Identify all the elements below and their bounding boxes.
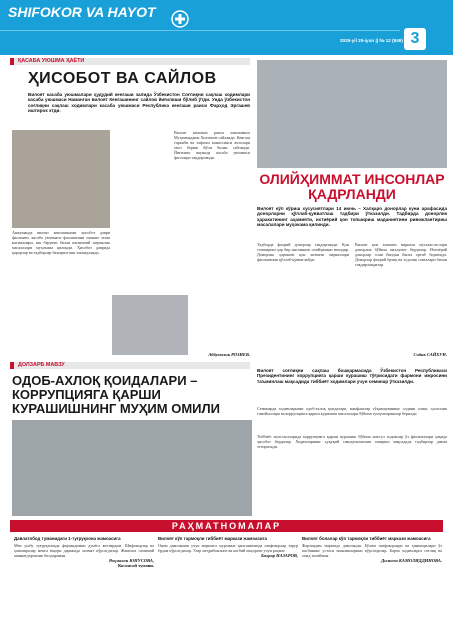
article-text: Семинарда ходимларнинг одоб-ахлоқ қоидалари, манфаатлар тўқнашувининг олдини олиш, ҳалоллик тамойиллари ва коррупцияга қарши курашиш масалалари бўйича тушунтиришлар берилди. [257,406,447,416]
lead-paragraph: Вилоят касаба уюшмалари ҳудудий кенгаши залида Ўзбекистон Соғлиқни сақлаш ходимлари касаба уюшмаси Наманган вилоят Кенгашининг сайлов йиғилиши бўлиб ўтди. Унда ўзбекистон соғлиқни сақлаш ходимлари касаба уюшмаси Республика кенгаши раиси Фарҳод Эргашев иштирок этди. [28,92,250,114]
article-text: Вилоят қон хизмати маркази мутахассислари донорлик бўйича маълумот бердилар. Ихтиёрий донорлар сони йилдан йилга ортиб бормоқда. Донорлар фахрий ёрлиқ ва эсдалик совғалари билан тақдирландилар. [355,242,447,267]
letter-text: Онам даволаниш учун марказга мурожаат қилганимизда шифокорлар зарур ёрдам кўрсатдилар. Улар меҳрибонлиги ва касбий маҳорати учун раҳмат. [158,543,298,553]
letter [158,536,298,558]
letter-title: Вилоят болалар кўп тармоқли тиббиёт маркази жамоасига [302,536,431,541]
photo [12,130,110,228]
article-text: Тиббиёт муассасаларида коррупцияга қарши курашиш бўйича маъсул ходимлар ўз фаолиятлари ҳақида ҳисобот бердилар. Ходимларнинг ҳуқуқий саводхонлигини ошириш мақсадида тадбирлар давом эттирилади. [257,434,447,449]
photo [112,295,188,355]
headline: ҲИСОБОТ ВА САЙЛОВ [28,70,217,87]
logo-icon [170,10,190,28]
letter-title: Давлатобод туманидаги 1-туғруқхона жамоасига [14,536,121,541]
lead-paragraph: Вилоят кўп кўриш хусусиятлари 14 июнь – Халқаро донорлар куни арафасида донорларни қўллаб-қувватлаш тадбири ўтказилди. Тадбирда донорлик ҳаракатининг аҳамияти, ихтиёрий қон топшириш маданиятини ривожлантириш масалалари муҳокама қилинди. [257,206,447,228]
lead-paragraph: Вилоят соғлиқни сақлаш бошқармасида Ўзбекистон Республикаси Президентининг коррупцияга қарши курашиш тўғрисидаги фармони ижросини таъминлаш мақсадида тиббиёт ходимлари учун семинар ўтказилди. [257,368,447,384]
letter [14,536,154,568]
article-text: Вилоят кенгаши раиси лавозимига Муҳаммаджон Холматов сайланди. Кенгаш таркиби ва тафтиш комиссияси аъзолари овоз бериш йўли билан сайланди. Йиғилиш якунида касаба уюшмаси фаоллари тақдирланди. [174,130,250,160]
author: Содик САЙХУН. [413,352,447,357]
article-text: Анжуманда вилоят кенгашининг ҳисобот даври фаолияти, касаба уюшмаси фаолиятини ташкил этиш натижалари, иш берувчи билан ижтимоий шериклик масалалари муҳокама қилинди. Ҳисобот даврида қарорлар ва тадбирлар бажарилгани таъкидланди. [12,230,110,255]
article-text: Тадбирда фахрий донорлар тақдирланди. Қон топшириш ҳар бир инсоннинг олийҳиммат ишидир. Донорлик ҳаракати қон хизмати марказлари фаолиятини қўллаб-қувватлайди. [257,242,349,262]
author: Бахрор НАЗАРОВ, [260,553,298,558]
letter [302,536,442,563]
page-number: 3 [404,28,426,50]
headline: ОЛИЙҲИММАТ ИНСОНЛАР ҚАДРЛАНДИ [259,171,445,202]
letter-title: Вилоят кўп тармоқли тиббиёт маркази жамоасига [158,536,267,541]
author-place: Косонсой тумани. [117,563,154,568]
author: Абдумалик РОЗИЕВ. [208,352,250,357]
newspaper-title: SHIFOKOR VA HAYOT [8,4,156,20]
photo [12,420,252,516]
page-header [0,0,453,55]
photo [257,60,447,168]
section-label: ДОЛЗАРБ МАВЗУ [18,362,65,368]
headline: ОДОБ-АХЛОҚ ҚОИДАЛАРИ – КОРРУПЦИЯГА ҚАРШИ КУРАШИШНИНГ МУҲИМ ОМИЛИ [12,373,220,416]
author: Раҳмахон ЮНУСОВА, [108,558,154,563]
header-divider [0,30,400,31]
letter-text: Фарзандим марказда даволанди. Бўлим шифокорлари ва ҳамширалари ўз касбининг устаси эканликларини кўрсатдилар. Барча ходимларга соғлиқ ва омад тилайман. [302,543,442,558]
author: Дилноза КАМОЛИДДИНОВА. [381,558,442,563]
section-label: ҚАСАБА УЮШМА ҲАЁТИ [18,58,85,64]
section-banner: РАҲМАТНОМАЛАР [10,520,443,532]
letter-text: Мен ушбу туғруқхонада фарзандимни дунёга келтирдим. Шифокорлар ва ҳамширалар менга юқори даражада хизмат кўрсатдилар. Жамоага самимий миннатдорчилик билдираман. [14,543,154,558]
issue-date: 2025-yil 25-iyun || № 12 (849) [340,38,403,43]
